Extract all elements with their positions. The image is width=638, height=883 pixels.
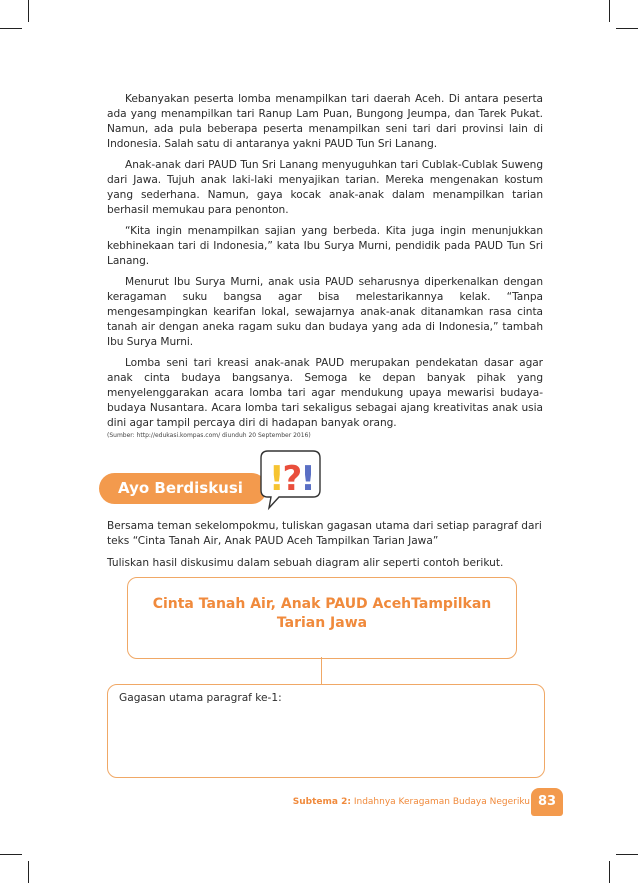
page-number: 83 — [531, 788, 563, 816]
flow-title: Cinta Tanah Air, Anak PAUD AcehTampilkan Tarian Jawa — [152, 596, 492, 631]
bubble-symbols: !?! — [269, 459, 314, 499]
main-idea-label: Gagasan utama paragraf ke-1: — [119, 692, 282, 704]
footer-subtema — [293, 797, 530, 807]
instruction-text: Tuliskan hasil diskusimu dalam sebuah diagram alir seperti contoh berikut. — [107, 557, 504, 569]
instruction-text: Bersama teman sekelompokmu, tuliskan gagasan utama dari setiap paragraf dari teks “Cinta Tanah Air, Anak PAUD Aceh Tampilkan Tarian Jawa” — [107, 520, 542, 547]
article-body — [107, 92, 543, 437]
crop-mark — [28, 0, 29, 22]
flow-connector — [321, 657, 322, 685]
crop-mark — [616, 28, 638, 29]
paragraph: Menurut Ibu Surya Murni, anak usia PAUD seharusnya diperkenalkan dengan keragaman suku bangsa agar bisa melestarikannya kelak. “Tanpa mengesampingkan kearifan lokal, sewajarnya anak-anak ditanamkan rasa cinta tanah air dengan aneka ragam suku dan budaya yang ada di Indonesia,” tambah Ibu Surya Murni. — [107, 276, 543, 348]
source-citation: (Sumber: http://edukasi.kompas.com/ diunduh 20 September 2016) — [107, 432, 311, 439]
crop-mark — [0, 854, 22, 855]
crop-mark — [609, 861, 610, 883]
paragraph: Anak-anak dari PAUD Tun Sri Lanang menyuguhkan tari Cublak-Cublak Suweng dari Jawa. Tujuh anak laki-laki menyajikan tarian. Mereka mengenakan kostum yang sederhana. Namun, gaya kocak anak-anak dalam menampilkan tarian berhasil memukau para penonton. — [107, 159, 543, 216]
section-label: Ayo Berdiskusi — [118, 479, 243, 497]
paragraph: “Kita ingin menampilkan sajian yang berbeda. Kita juga ingin menunjukkan kebhinekaan tari di Indonesia,” kata Ibu Surya Murni, pendidik pada PAUD Tun Sri Lanang. — [107, 225, 543, 267]
paragraph: Lomba seni tari kreasi anak-anak PAUD merupakan pendekatan dasar agar anak cinta budaya bangsanya. Semoga ke depan banyak pihak yang menyelenggarakan acara lomba tari agar mendukung upaya mewarisi budaya-budaya Nusantara. Acara lomba tari sekaligus sebagai ajang kreativitas anak usia dini agar tampil percaya diri di hadapan banyak orang. — [107, 357, 543, 429]
paragraph: Kebanyakan peserta lomba menampilkan tari daerah Aceh. Di antara peserta ada yang menampilkan tari Ranup Lam Puan, Bungong Jeumpa, dan Tarek Pukat. Namun, ada pula beberapa peserta menampilkan seni tari dari provinsi lain di Indonesia. Salah satu di antaranya yakni PAUD Tun Sri Lanang. — [107, 93, 543, 150]
subtema-label: Subtema 2: — [292, 797, 351, 807]
subtema-title: Indahnya Keragaman Budaya Negeriku — [353, 797, 530, 807]
crop-mark — [609, 0, 610, 22]
crop-mark — [0, 28, 22, 29]
crop-mark — [28, 861, 29, 883]
crop-mark — [616, 854, 638, 855]
speech-bubble-icon — [253, 448, 325, 516]
